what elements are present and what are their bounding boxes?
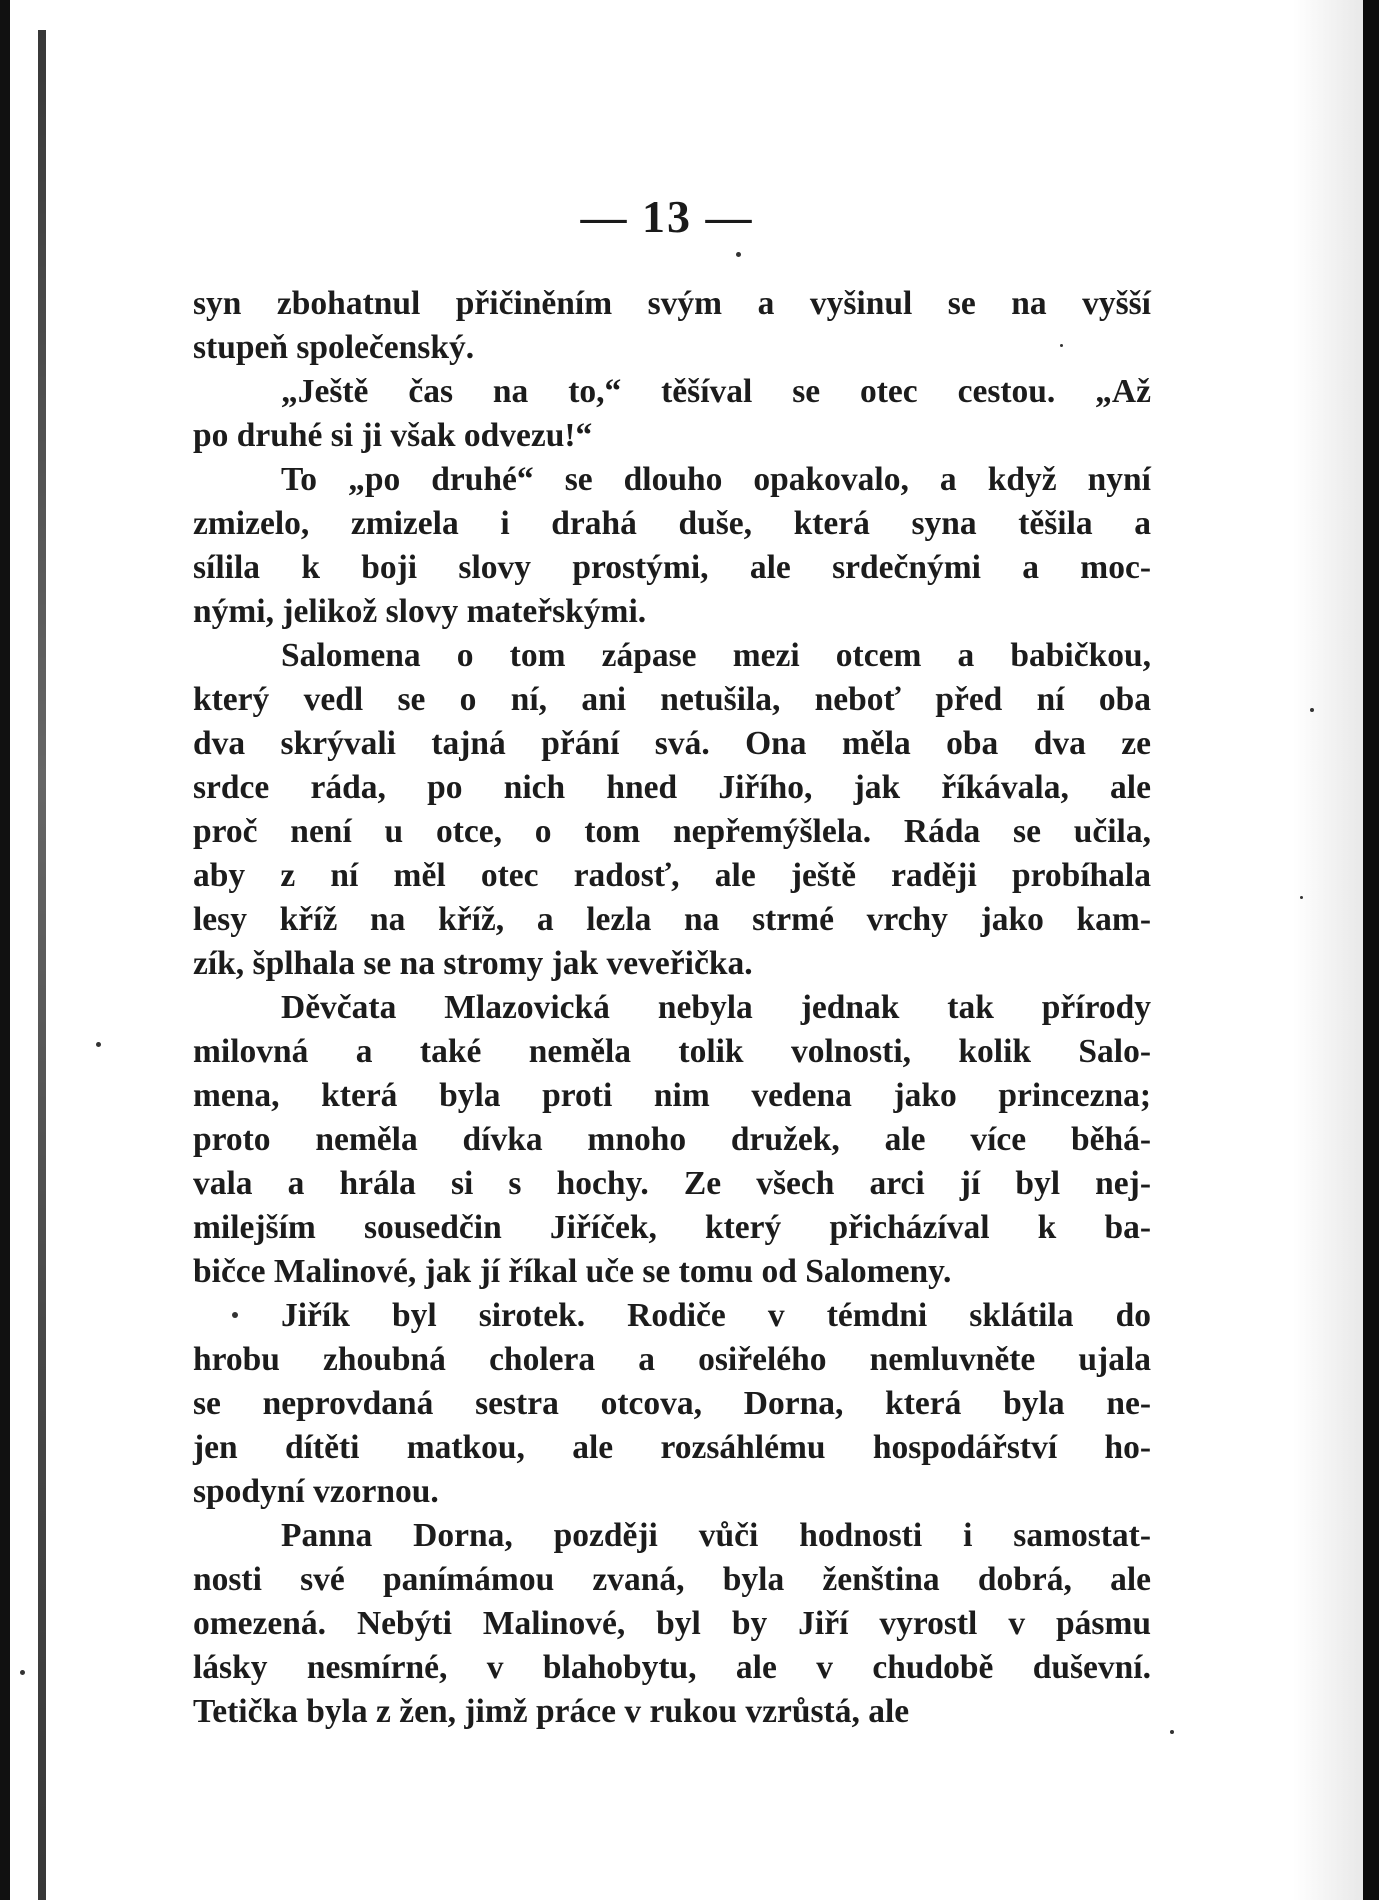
text-line: milovná a také neměla tolik volnosti, kolik Salo- — [193, 1033, 1151, 1070]
text-line: Jiřík byl sirotek. Rodiče v témdni sklátila do — [281, 1297, 1151, 1334]
text-line: srdce ráda, po nich hned Jiřího, jak říkávala, ale — [193, 769, 1151, 806]
text-line: zmizelo, zmizela i drahá duše, která syna těšila a — [193, 505, 1151, 542]
text-line: jen dítěti matkou, ale rozsáhlému hospodářství ho- — [193, 1429, 1151, 1466]
body-text — [193, 282, 1151, 1734]
paragraph — [193, 986, 1151, 1294]
text-line: po druhé si ji však odvezu!“ — [193, 417, 593, 454]
text-line: proč není u otce, o tom nepřemýšlela. Ráda se učila, — [193, 813, 1151, 850]
text-line: aby z ní měl otec radosť, ale ještě raději probíhala — [193, 857, 1151, 894]
text-line: Děvčata Mlazovická nebyla jednak tak přírody — [281, 989, 1151, 1026]
text-line: zík, šplhala se na stromy jak veveřička. — [193, 945, 753, 982]
paragraph — [193, 458, 1151, 634]
text-line: hrobu zhoubná cholera a osiřelého nemluvněte ujala — [193, 1341, 1151, 1378]
text-line: stupeň společenský. — [193, 329, 475, 366]
text-line: spodyní vzornou. — [193, 1473, 439, 1510]
text-line: Panna Dorna, později vůči hodnosti i samostat- — [281, 1517, 1151, 1554]
right-binding-edge — [1363, 0, 1379, 1900]
page-number-text: — 13 — — [580, 191, 754, 242]
text-line: bičce Malinové, jak jí říkal uče se tomu od Salomeny. — [193, 1253, 952, 1290]
text-line: sílila k boji slovy prostými, ale srdečnými a moc- — [193, 549, 1151, 586]
text-line: To „po druhé“ se dlouho opakovalo, a když nyní — [281, 461, 1151, 498]
text-line: omezená. Nebýti Malinové, byl by Jiří vyrostl v pásmu — [193, 1605, 1151, 1642]
text-line: dva skrývali tajná přání svá. Ona měla oba dva ze — [193, 725, 1151, 762]
right-page-shade — [1293, 0, 1363, 1900]
text-line: nosti své panímámou zvaná, byla ženština dobrá, ale — [193, 1561, 1151, 1598]
text-line: Salomena o tom zápase mezi otcem a babičkou, — [281, 637, 1151, 674]
page-number — [0, 190, 1379, 243]
text-line: který vedl se o ní, ani netušila, neboť před ní oba — [193, 681, 1151, 718]
paragraph — [193, 282, 1151, 370]
left-binding-shadow — [38, 30, 46, 1900]
text-line: nými, jelikož slovy mateřskými. — [193, 593, 647, 630]
paragraph — [193, 1514, 1151, 1734]
text-line: mena, která byla proti nim vedena jako princezna; — [193, 1077, 1151, 1114]
text-line: „Ještě čas na to,“ těšíval se otec cestou. „Až — [281, 373, 1151, 410]
text-line: milejším sousedčin Jiříček, který přicházíval k ba- — [193, 1209, 1151, 1246]
text-line: proto neměla dívka mnoho družek, ale více běhá- — [193, 1121, 1151, 1158]
paragraph — [193, 634, 1151, 986]
text-line: Tetička byla z žen, jimž práce v rukou vzrůstá, ale — [193, 1693, 910, 1730]
text-line: lásky nesmírné, v blahobytu, ale v chudobě duševní. — [193, 1649, 1151, 1686]
text-line: lesy kříž na kříž, a lezla na strmé vrchy jako kam- — [193, 901, 1151, 938]
text-line: vala a hrála si s hochy. Ze všech arci jí byl nej- — [193, 1165, 1151, 1202]
paragraph — [193, 370, 1151, 458]
paragraph — [193, 1294, 1151, 1514]
text-line: syn zbohatnul přičiněním svým a vyšinul se na vyšší — [193, 285, 1151, 322]
text-line: se neprovdaná sestra otcova, Dorna, která byla ne- — [193, 1385, 1151, 1422]
left-binding-edge — [0, 0, 10, 1900]
